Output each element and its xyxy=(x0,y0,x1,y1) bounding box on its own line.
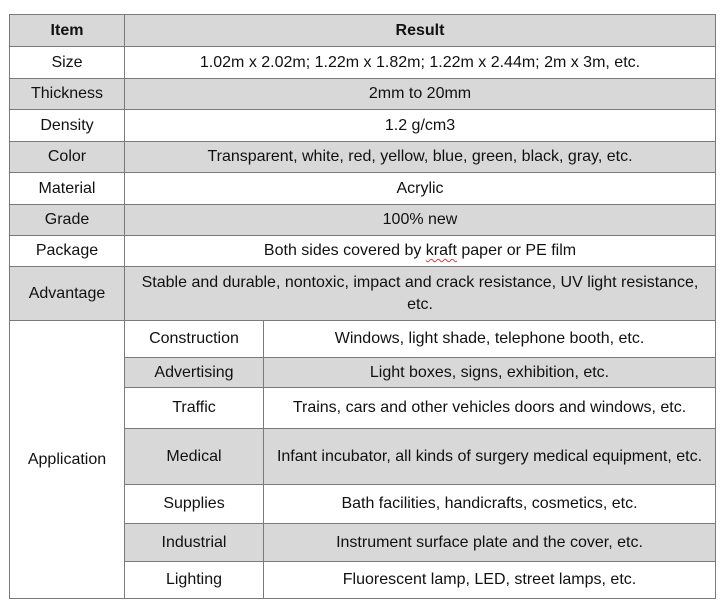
header-result: Result xyxy=(125,15,716,47)
application-row xyxy=(10,321,716,358)
item-cell: Material xyxy=(10,173,125,205)
application-field: Traffic xyxy=(125,388,264,429)
result-cell: Acrylic xyxy=(125,173,716,205)
result-cell: 1.02m x 2.02m; 1.22m x 1.82m; 1.22m x 2.44m; 2m x 3m, etc. xyxy=(125,47,716,79)
result-text-before: Both sides covered by xyxy=(263,242,426,259)
application-field: Advertising xyxy=(125,358,264,388)
item-cell: Density xyxy=(10,110,125,142)
spec-table xyxy=(9,14,716,599)
header-row xyxy=(10,15,716,47)
result-text-after: paper or PE film xyxy=(456,242,577,259)
result-cell: 100% new xyxy=(125,205,716,236)
application-uses: Instrument surface plate and the cover, etc. xyxy=(264,524,716,562)
application-uses: Light boxes, signs, exhibition, etc. xyxy=(264,358,716,388)
result-cell: Stable and durable, nontoxic, impact and crack resistance, UV light resistance, etc. xyxy=(125,267,716,321)
table-row xyxy=(10,110,716,142)
result-cell: Transparent, white, red, yellow, blue, green, black, gray, etc. xyxy=(125,142,716,173)
table-row xyxy=(10,173,716,205)
result-cell: 1.2 g/cm3 xyxy=(125,110,716,142)
header-item: Item xyxy=(10,15,125,47)
spellcheck-marked-word: kraft xyxy=(425,242,457,259)
item-cell: Grade xyxy=(10,205,125,236)
table-row xyxy=(10,205,716,236)
application-field: Construction xyxy=(125,321,264,358)
application-label: Application xyxy=(10,321,125,599)
application-field: Lighting xyxy=(125,562,264,599)
table-row xyxy=(10,142,716,173)
result-cell: 2mm to 20mm xyxy=(125,79,716,110)
result-cell xyxy=(125,236,716,267)
application-field: Medical xyxy=(125,429,264,485)
table-row xyxy=(10,79,716,110)
item-cell: Size xyxy=(10,47,125,79)
application-field: Supplies xyxy=(125,485,264,524)
application-uses: Bath facilities, handicrafts, cosmetics, etc. xyxy=(264,485,716,524)
application-uses: Infant incubator, all kinds of surgery medical equipment, etc. xyxy=(264,429,716,485)
item-cell: Advantage xyxy=(10,267,125,321)
application-uses: Fluorescent lamp, LED, street lamps, etc. xyxy=(264,562,716,599)
item-cell: Thickness xyxy=(10,79,125,110)
application-field: Industrial xyxy=(125,524,264,562)
table-row xyxy=(10,47,716,79)
application-uses: Windows, light shade, telephone booth, etc. xyxy=(264,321,716,358)
application-uses: Trains, cars and other vehicles doors and windows, etc. xyxy=(264,388,716,429)
table-row xyxy=(10,236,716,267)
item-cell: Color xyxy=(10,142,125,173)
item-cell: Package xyxy=(10,236,125,267)
table-row xyxy=(10,267,716,321)
